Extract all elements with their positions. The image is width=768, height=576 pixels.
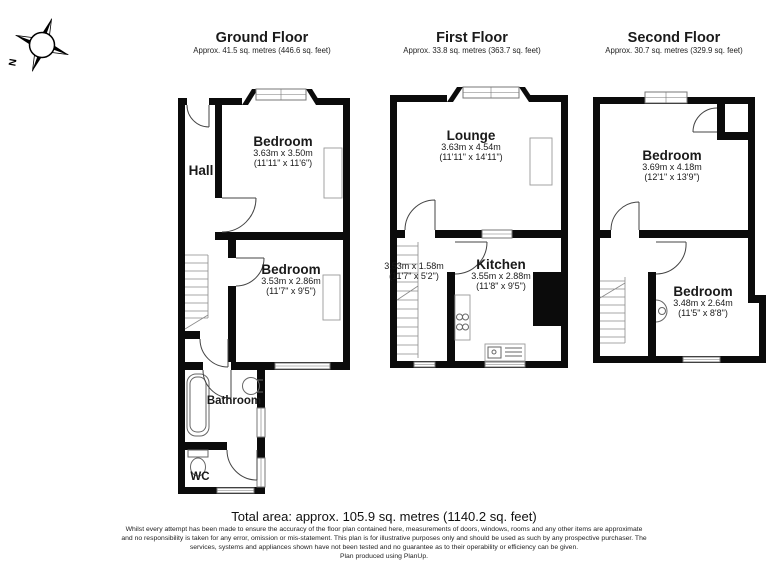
room-size-metric: 3.55m x 2.88m [471, 271, 531, 281]
room-size-imperial: (11'5" x 8'8") [678, 308, 728, 318]
first-floor-stairs [397, 242, 418, 358]
label-sf-bedroom-front [642, 149, 702, 182]
label-gf-bedroom-front [253, 135, 313, 168]
second-floor-title-block [605, 31, 742, 56]
disclaimer-line-3: services, systems and appliances shown have not been tested and no guarantee as to their operability or efficiency can be given. [189, 544, 579, 551]
room-size-imperial: (12'1" x 13'9") [644, 172, 700, 182]
label-lounge [439, 129, 502, 162]
room-size-metric: 3.53m x 1.58m [384, 261, 444, 271]
first-floor-subtitle: Approx. 33.8 sq. metres (363.7 sq. feet) [403, 46, 541, 55]
chimney-breast [533, 272, 561, 326]
room-name: Bedroom [261, 262, 321, 277]
room-size-imperial: (11'8" x 9'5") [476, 281, 526, 291]
first-floor-title-block [403, 31, 540, 56]
bathtub [187, 374, 209, 436]
room-size-imperial: (11'11" x 11'6") [253, 158, 313, 168]
label-sf-bedroom-back [673, 285, 733, 318]
label-wc [190, 471, 209, 483]
label-gf-bedroom-back [261, 263, 321, 296]
kitchen-sink [485, 344, 525, 361]
room-name: Bathroom [206, 395, 262, 407]
lounge-alcove [530, 138, 552, 185]
first-floor-title: First Floor [436, 30, 508, 46]
ground-floor-title: Ground Floor [215, 30, 309, 46]
ground-floor-subtitle: Approx. 41.5 sq. metres (446.6 sq. feet) [193, 46, 331, 55]
label-hall [189, 164, 214, 177]
room-size-imperial: (11'11" x 14'11") [439, 152, 503, 162]
room-size-metric: 3.48m x 2.64m [673, 298, 733, 308]
room-size-metric: 3.63m x 3.50m [253, 148, 313, 158]
disclaimer-line-2: and no responsibility is taken for any error, omission or mis-statement. This plan is for illustrative purposes only and should be used as such by any prospective purchaser. The [121, 535, 647, 542]
bedroom-sink [656, 300, 667, 322]
room-size-imperial: (11'7" x 9'5") [266, 286, 316, 296]
label-landing [384, 261, 444, 281]
bathroom-sink [243, 378, 264, 395]
label-kitchen [471, 258, 531, 291]
room-name: Kitchen [476, 257, 526, 272]
second-floor-stairs [600, 277, 625, 343]
room-name: Lounge [446, 128, 496, 143]
label-bathroom [207, 395, 261, 407]
room-size-metric: 3.53m x 2.86m [261, 276, 321, 286]
compass-north-label: N [7, 57, 20, 67]
room-name: Bedroom [673, 284, 733, 299]
ground-floor-title-block [193, 31, 330, 56]
stove [455, 295, 470, 340]
disclaimer-line-1: Whilst every attempt has been made to ensure the accuracy of the floor plan contained here, measurements of doors, windows, rooms and any other items are approximate [125, 526, 643, 533]
ground-floor-stairs [185, 255, 208, 329]
second-floor-plan [588, 86, 768, 378]
room-name: WC [190, 471, 210, 483]
room-name: Bedroom [253, 134, 313, 149]
room-size-imperial: (11'7" x 5'2") [389, 271, 439, 281]
hall-name: Hall [188, 163, 214, 178]
second-floor-walls [593, 97, 766, 363]
total-area-text: Total area: approx. 105.9 sq. metres (1140.2 sq. feet) [231, 509, 537, 524]
room-size-metric: 3.63m x 4.54m [441, 142, 501, 152]
second-floor-doors [611, 108, 717, 274]
second-floor-subtitle: Approx. 30.7 sq. metres (329.9 sq. feet) [605, 46, 743, 55]
room-size-metric: 3.69m x 4.18m [642, 162, 702, 172]
room-name: Bedroom [642, 148, 702, 163]
second-floor-title: Second Floor [627, 30, 721, 46]
compass-rose-icon [6, 12, 78, 84]
plan-credit: Plan produced using PlanUp. [339, 553, 429, 560]
